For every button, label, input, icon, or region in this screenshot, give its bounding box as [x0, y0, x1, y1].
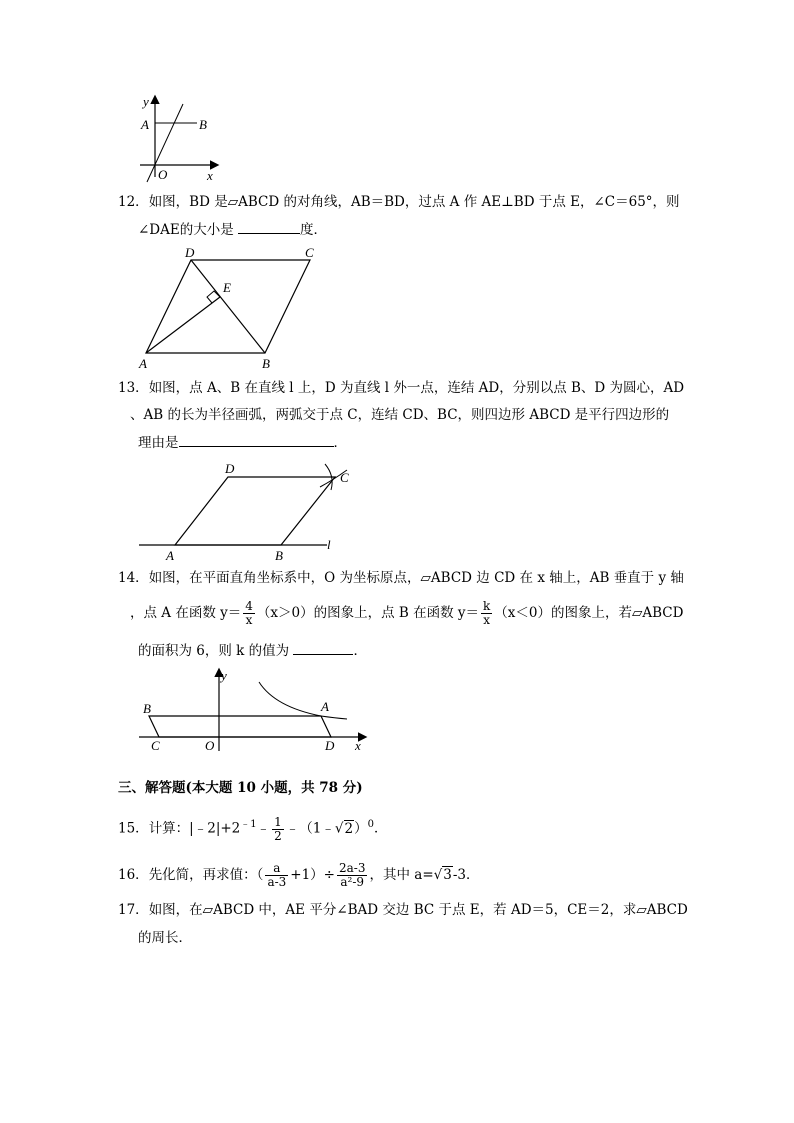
label-a: A [166, 548, 174, 563]
diagonal-bd [191, 260, 265, 353]
label-b: B [199, 117, 207, 132]
label-y: y [143, 94, 149, 109]
label-l: l [327, 537, 331, 552]
hyperbola-curve [259, 682, 347, 719]
q13-line2: 、AB 的长为半径画弧，两弧交于点 C，连结 CD、BC，则四边形 ABCD 是平行四边形的 [130, 407, 670, 423]
label-d: D [325, 738, 335, 753]
label-c: C [305, 245, 314, 260]
label-a: A [321, 699, 329, 714]
q13-line1: 13．如图，点 A、B 在直线 l 上，D 为直线 l 外一点，连结 AD，分别以点 B、D 为圆心，AD [118, 380, 685, 396]
label-b: B [143, 701, 151, 716]
q13-line3: 理由是 ． [138, 432, 347, 453]
label-a: A [139, 356, 147, 371]
answer-blank[interactable] [179, 432, 334, 447]
fraction-4-over-x: $\frac{4}{x}$ [245, 599, 253, 627]
label-x: x [355, 738, 361, 753]
label-d: D [185, 245, 195, 260]
label-d: D [225, 461, 235, 476]
segment-ae [146, 297, 220, 353]
q14-line1: 14．如图，在平面直角坐标系中，O 为坐标原点，▱ABCD 边 CD 在 x 轴上，AB 垂直于 y 轴 [118, 570, 684, 586]
figure-q14 [135, 665, 375, 755]
answer-blank[interactable] [238, 219, 300, 234]
section-title: 三、解答题(本大题 10 小题，共 78 分) [118, 780, 363, 796]
label-b: B [262, 356, 270, 371]
label-o: O [205, 738, 215, 753]
label-c: C [151, 738, 160, 753]
fraction-a-over-a-minus-3: $\frac{a}{a-3}$ [267, 861, 287, 889]
figure-q13 [135, 460, 350, 565]
q14-line2: ，点 A 在函数 y＝ $\frac{4}{x}$ （x＞0）的图象上，点 B 在函数 y＝ $\frac{k}{x}$ （x＜0）的图象上，若▱ABCD [130, 599, 684, 627]
label-b: B [275, 548, 283, 563]
q12-line1: 12．如图，BD 是▱ABCD 的对角线，AB＝BD，过点 A 作 AE⊥BD 于点 E，∠C＝65°，则 [118, 194, 680, 210]
q16: 16．先化简，再求值：（ $\frac{a}{a-3}$ +1）÷ $\frac{2a-3}{\text{a²-9}}$ ，其中 a=√3-3． [118, 861, 480, 889]
label-y: y [221, 668, 227, 683]
figure-q11 [135, 92, 225, 187]
fraction-1-over-2: $\frac{1}{2}$ [274, 814, 282, 843]
label-e: E [223, 280, 231, 295]
fraction-k-over-x: $\frac{k}{x}$ [483, 599, 491, 627]
q15: 15．计算：$|﹣2|+2^{﹣1}﹣$ $\frac{1}{2}$ ﹣（1﹣√2）$^0$． [118, 814, 388, 843]
figure-q12 [135, 245, 335, 375]
answer-blank[interactable] [293, 640, 353, 655]
q14-line3: 的面积为 6，则 k 的值为 ． [138, 640, 367, 661]
label-x: x [207, 168, 213, 183]
fraction-2a-3-over-a2-9: $\frac{2a-3}{\text{a²-9}}$ [339, 861, 366, 889]
label-c: C [340, 470, 349, 485]
label-o: O [158, 167, 168, 182]
q12-line2: ∠DAE的大小是 度． [138, 219, 327, 240]
q17-line2: 的周长． [138, 930, 192, 946]
label-a: A [141, 117, 149, 132]
q17-line1: 17．如图，在▱ABCD 中，AE 平分∠BAD 交边 BC 于点 E，若 AD＝5，CE＝2，求▱ABCD [118, 902, 688, 918]
